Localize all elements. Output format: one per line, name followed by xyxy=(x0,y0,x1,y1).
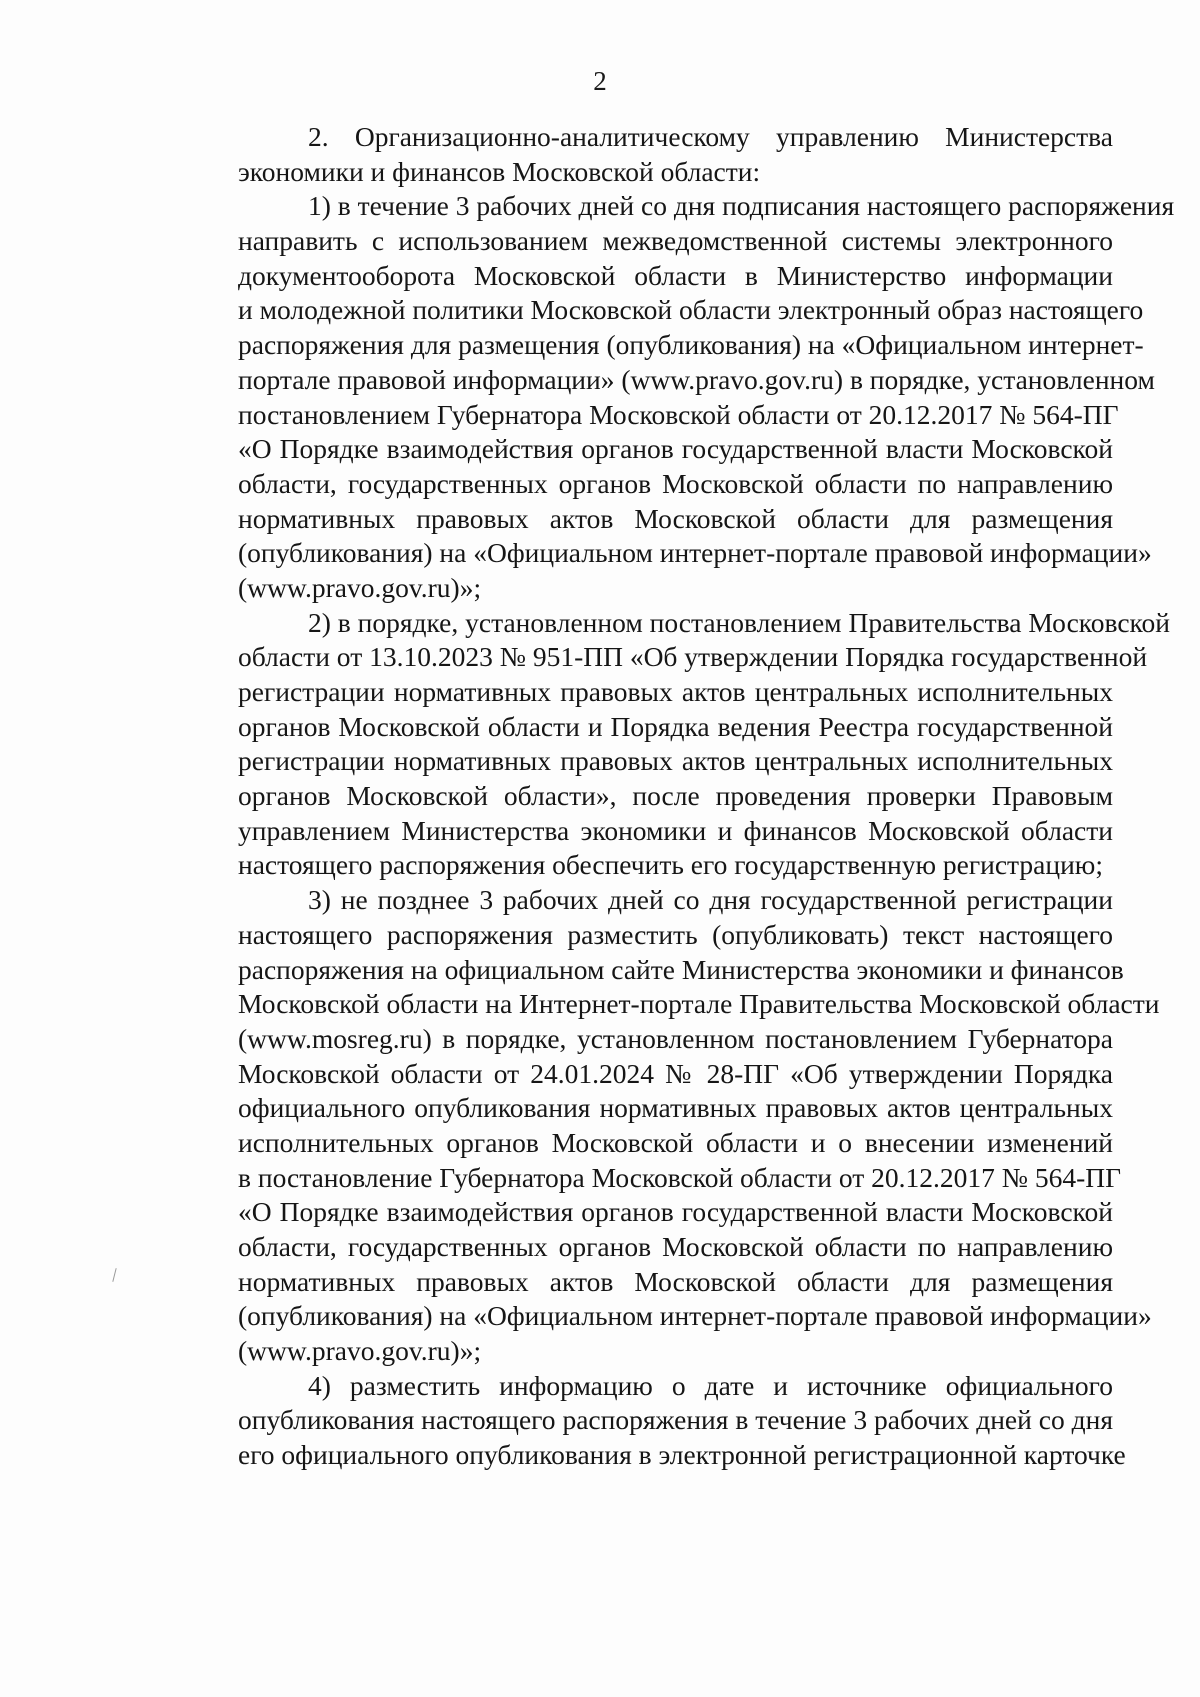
text-line: его официального опубликования в электронной регистрационной карточке xyxy=(238,1439,1126,1471)
text-line: в постановление Губернатора Московской области от 20.12.2017 № 564-ПГ xyxy=(238,1161,1122,1193)
paragraph-p-2-1 xyxy=(168,189,1175,605)
text-line: 4) разместить информацию о дате и источнике официального xyxy=(308,1369,1113,1401)
text-line: (www.pravo.gov.ru)»; xyxy=(238,571,482,603)
text-line: направить с использованием межведомственной системы электронного xyxy=(238,225,1113,257)
text-line: области, государственных органов Московской области по направлению xyxy=(238,467,1113,499)
text-line: (опубликования) на «Официальном интернет-портале правовой информации» xyxy=(238,1300,1152,1332)
text-line: 2) в порядке, установленном постановлением Правительства Московской xyxy=(308,606,1170,638)
text-line: (www.pravo.gov.ru)»; xyxy=(238,1335,482,1367)
text-line: документооборота Московской области в Министерство информации xyxy=(238,259,1113,291)
text-line: (опубликования) на «Официальном интернет-портале правовой информации» xyxy=(238,537,1152,569)
text-line: исполнительных органов Московской области и о внесении изменений xyxy=(238,1126,1113,1158)
paragraph-p-2-4 xyxy=(168,1369,1126,1473)
document-body xyxy=(168,120,1175,1473)
page-number: 2 xyxy=(593,66,607,96)
paragraph-p-2 xyxy=(168,120,1113,189)
text-line: распоряжения на официальном сайте Министерства экономики и финансов xyxy=(238,953,1124,985)
text-line: управлением Министерства экономики и финансов Московской области xyxy=(238,814,1113,846)
text-line: нормативных правовых актов Московской области для размещения xyxy=(238,1265,1113,1297)
text-line: распоряжения для размещения (опубликования) на «Официальном интернет- xyxy=(238,329,1144,361)
text-line: 2. Организационно-аналитическому управлению Министерства xyxy=(308,121,1113,152)
text-line: нормативных правовых актов Московской области для размещения xyxy=(238,502,1113,534)
scan-artifact-mark xyxy=(112,1268,116,1282)
text-line: области, государственных органов Московской области по направлению xyxy=(238,1231,1113,1262)
text-line: постановлением Губернатора Московской области от 20.12.2017 № 564-ПГ xyxy=(238,398,1119,430)
text-line: экономики и финансов Московской области: xyxy=(238,155,761,187)
paragraph-p-2-2 xyxy=(168,606,1170,884)
text-line: и молодежной политики Московской области электронный образ настоящего xyxy=(238,294,1144,326)
text-line: официального опубликования нормативных правовых актов центральных xyxy=(238,1092,1113,1124)
text-line: опубликования настоящего распоряжения в течение 3 рабочих дней со дня xyxy=(238,1404,1113,1436)
text-line: (www.mosreg.ru) в порядке, установленном постановлением Губернатора xyxy=(238,1022,1113,1054)
text-line: органов Московской области», после проведения проверки Правовым xyxy=(238,780,1113,812)
text-line: 1) в течение 3 рабочих дней со дня подписания настоящего распоряжения xyxy=(308,190,1175,222)
text-line: органов Московской области и Порядка ведения Реестра государственной xyxy=(238,710,1113,742)
text-line: портале правовой информации» (www.pravo.gov.ru) в порядке, установленном xyxy=(238,363,1155,395)
text-line: «О Порядке взаимодействия органов государственной власти Московской xyxy=(238,1196,1113,1228)
text-line: 3) не позднее 3 рабочих дней со дня государственной регистрации xyxy=(308,884,1113,916)
text-line: регистрации нормативных правовых актов центральных исполнительных xyxy=(238,676,1113,707)
text-line: настоящего распоряжения разместить (опубликовать) текст настоящего xyxy=(238,918,1113,950)
text-line: «О Порядке взаимодействия органов государственной власти Московской xyxy=(238,433,1113,465)
text-line: настоящего распоряжения обеспечить его государственную регистрацию; xyxy=(238,849,1103,881)
paragraph-p-2-3 xyxy=(168,883,1160,1369)
text-line: регистрации нормативных правовых актов центральных исполнительных xyxy=(238,745,1113,777)
text-line: Московской области на Интернет-портале Правительства Московской области xyxy=(238,988,1160,1020)
text-line: области от 13.10.2023 № 951-ПП «Об утверждении Порядка государственной xyxy=(238,641,1148,673)
text-line: Московской области от 24.01.2024 № 28-ПГ «Об утверждении Порядка xyxy=(238,1057,1113,1089)
